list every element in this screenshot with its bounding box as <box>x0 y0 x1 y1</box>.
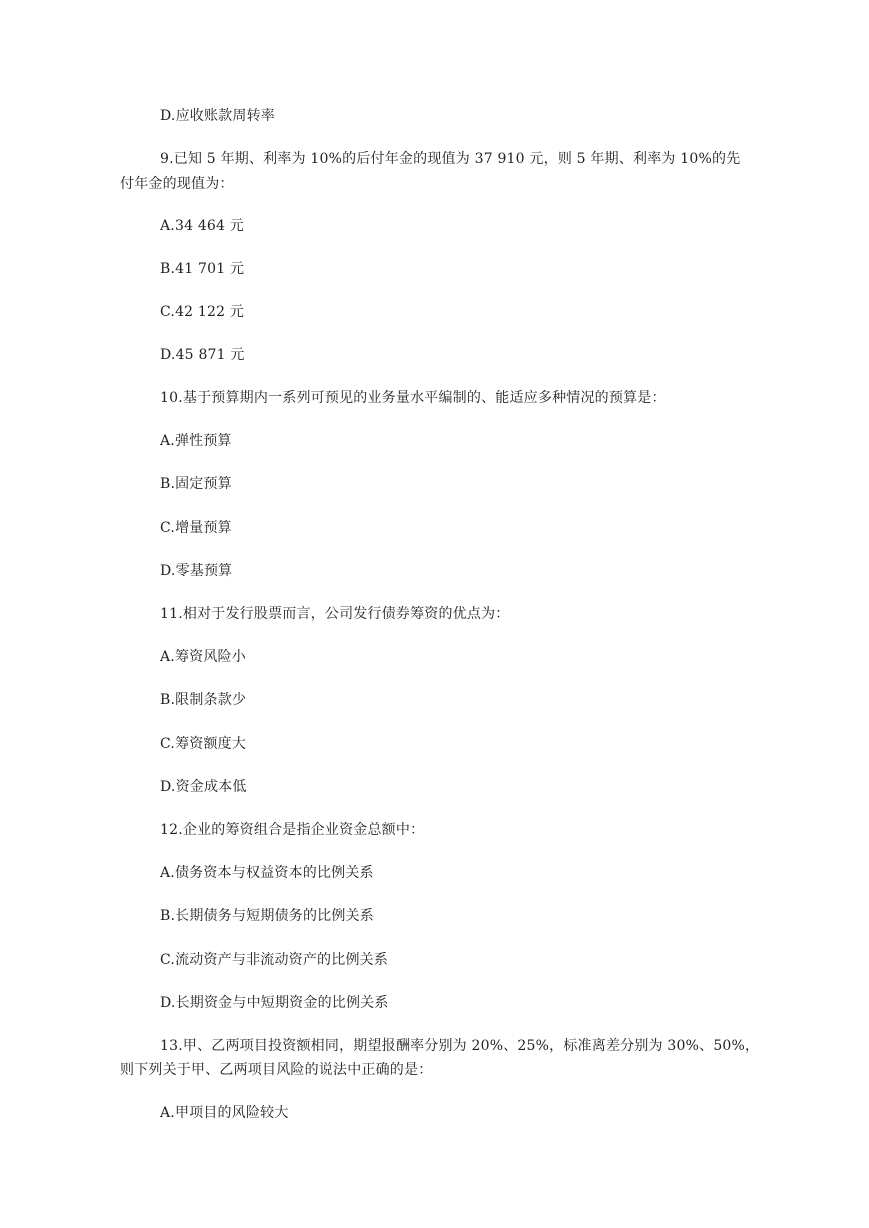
q9-option-a: A.34 464 元 <box>160 218 244 234</box>
q13-option-a: A.甲项目的风险较大 <box>160 1105 289 1121</box>
q9-stem-line1: 9.已知 5 年期、利率为 10%的后付年金的现值为 37 910 元，则 5 年期、利率为 10%的先 <box>160 151 741 167</box>
q11-option-a: A.筹资风险小 <box>160 649 246 665</box>
q9-option-c: C.42 122 元 <box>160 304 245 320</box>
q10-option-d: D.零基预算 <box>160 563 233 579</box>
q10-option-a: A.弹性预算 <box>160 433 232 449</box>
q10-stem: 10.基于预算期内一系列可预见的业务量水平编制的、能适应多种情况的预算是： <box>160 390 666 406</box>
q11-option-c: C.筹资额度大 <box>160 736 247 752</box>
q9-option-d: D.45 871 元 <box>160 347 245 363</box>
q12-option-b: B.长期债务与短期债务的比例关系 <box>160 908 374 924</box>
q12-stem: 12.企业的筹资组合是指企业资金总额中： <box>160 822 425 838</box>
q9-option-b: B.41 701 元 <box>160 261 245 277</box>
q9-stem-line2: 付年金的现值为： <box>120 176 234 192</box>
q12-option-d: D.长期资金与中短期资金的比例关系 <box>160 995 389 1011</box>
q11-option-d: D.资金成本低 <box>160 779 247 795</box>
q8-option-d: D.应收账款周转率 <box>160 108 275 124</box>
q10-option-b: B.固定预算 <box>160 476 232 492</box>
q13-stem-line1: 13.甲、乙两项目投资额相同，期望报酬率分别为 20%、25%，标准离差分别为 30%、50%， <box>160 1038 760 1054</box>
q11-stem: 11.相对于发行股票而言，公司发行债券筹资的优点为： <box>160 606 510 622</box>
q11-option-b: B.限制条款少 <box>160 692 247 708</box>
q10-option-c: C.增量预算 <box>160 520 232 536</box>
q12-option-c: C.流动资产与非流动资产的比例关系 <box>160 952 389 968</box>
q12-option-a: A.债务资本与权益资本的比例关系 <box>160 865 374 881</box>
q13-stem-line2: 则下列关于甲、乙两项目风险的说法中正确的是： <box>120 1062 433 1078</box>
